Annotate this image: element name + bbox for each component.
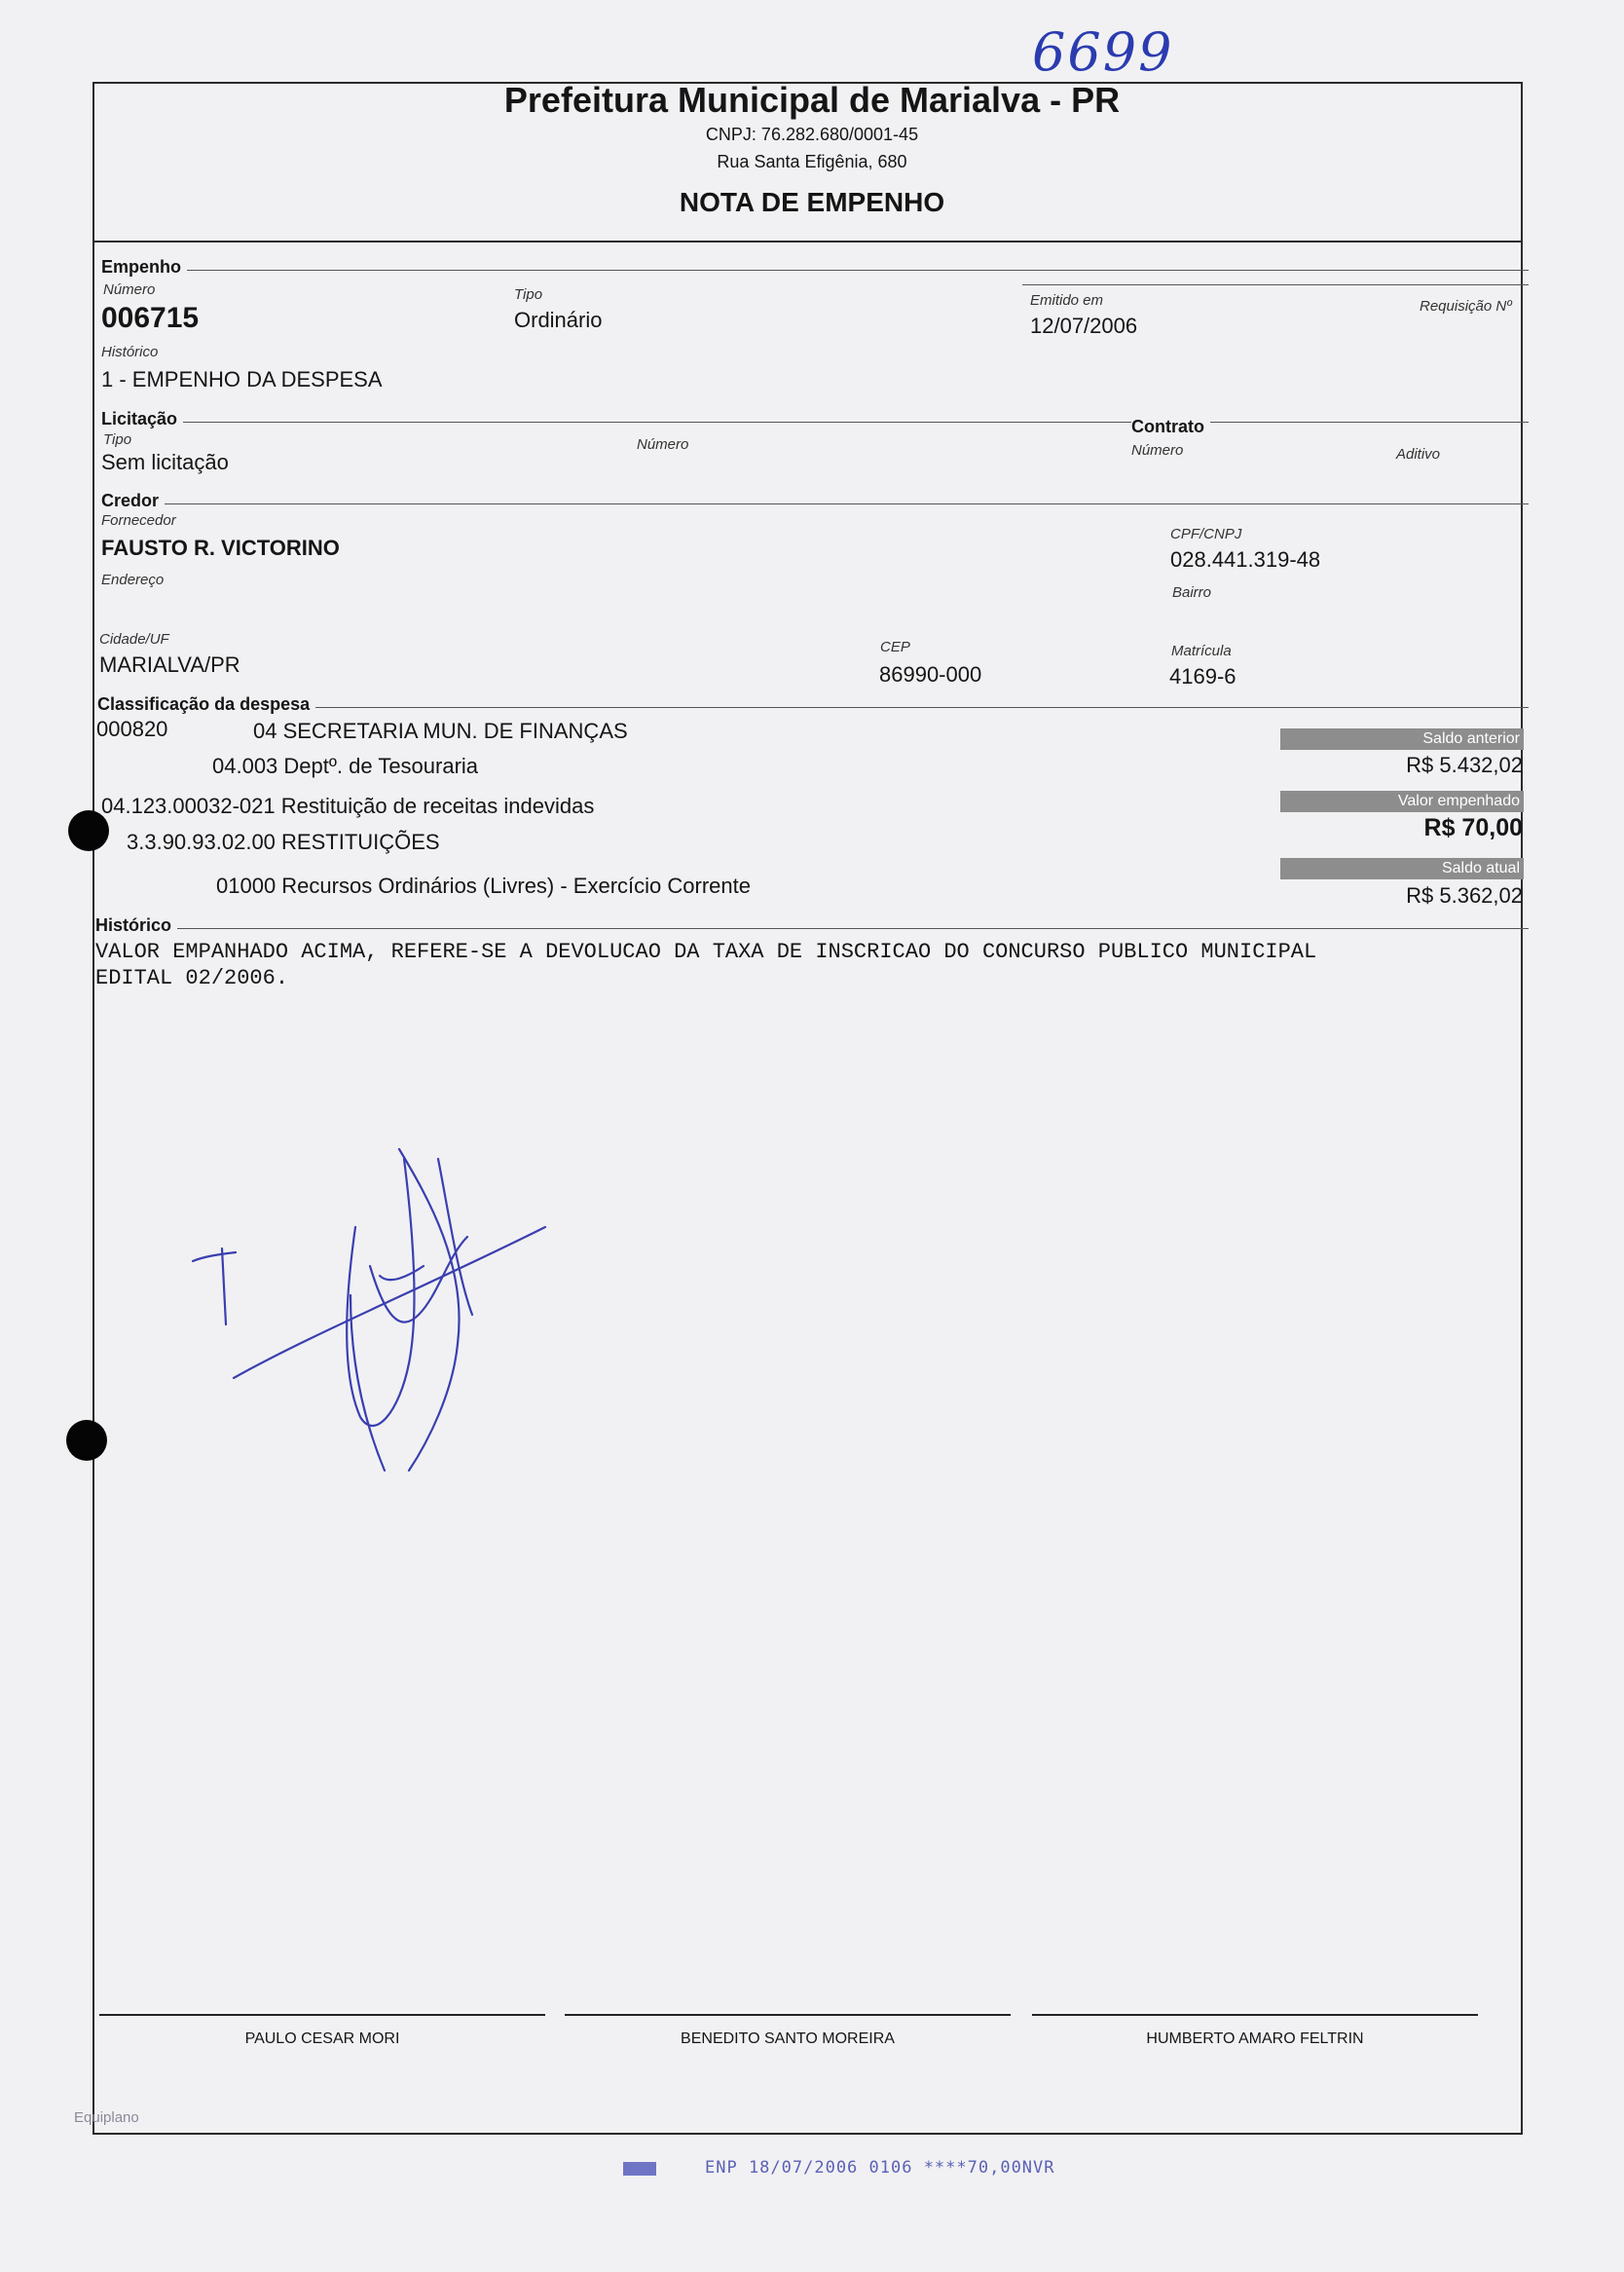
cnpj: CNPJ: 76.282.680/0001-45	[705, 125, 919, 144]
section-credor: Credor	[101, 491, 165, 511]
doc-title: NOTA DE EMPENHO	[679, 187, 945, 217]
saldo-anterior-label: Saldo anterior	[1280, 728, 1524, 750]
licitacao-rule	[102, 422, 1529, 423]
saldo-anterior-value: R$ 5.432,02	[1406, 753, 1523, 777]
label-aditivo: Aditivo	[1396, 446, 1441, 463]
label-endereco: Endereço	[101, 572, 165, 588]
section-licitacao: Licitação	[101, 409, 183, 429]
section-contrato: Contrato	[1131, 417, 1210, 437]
class-recurso: 01000 Recursos Ordinários (Livres) - Exercício Corrente	[216, 874, 751, 898]
empenho-tipo: Ordinário	[514, 308, 603, 332]
saldo-atual-label: Saldo atual	[1280, 858, 1524, 879]
valor-empenhado-label: Valor empenhado	[1280, 791, 1524, 812]
empenho-rule	[102, 270, 1529, 271]
signature-line	[1032, 2014, 1478, 2016]
machine-stamp: ENP 18/07/2006 0106 ****70,00NVR	[705, 2158, 1055, 2178]
empenho-emitido: 12/07/2006	[1030, 314, 1138, 338]
handwritten-signature	[175, 1120, 565, 1490]
credor-cpf: 028.441.319-48	[1170, 547, 1321, 572]
label-cidade: Cidade/UF	[99, 631, 169, 648]
section-empenho: Empenho	[101, 257, 187, 278]
credor-matricula: 4169-6	[1169, 664, 1236, 689]
label-emitido: Emitido em	[1030, 292, 1104, 309]
header-divider	[92, 241, 1523, 242]
valor-empenhado-value: R$ 70,00	[1423, 814, 1523, 841]
signature-line	[99, 2014, 545, 2016]
label-tipo: Tipo	[514, 286, 543, 303]
historico-rule	[102, 928, 1529, 929]
label-cpf: CPF/CNPJ	[1170, 526, 1242, 542]
class-unidade: 04.003 Deptº. de Tesouraria	[212, 754, 479, 778]
punch-hole	[68, 810, 109, 851]
emitido-rule	[1022, 284, 1529, 285]
class-funcional: 04.123.00032-021 Restituição de receitas indevidas	[101, 794, 595, 818]
credor-rule	[102, 503, 1529, 504]
section-classificacao: Classificação da despesa	[97, 694, 315, 715]
label-matricula: Matrícula	[1171, 643, 1232, 659]
empenho-numero: 006715	[101, 302, 200, 334]
licitacao-tipo: Sem licitação	[101, 450, 229, 474]
signature-line	[565, 2014, 1011, 2016]
historico-line-2: EDITAL 02/2006.	[95, 966, 289, 990]
signatory-name: HUMBERTO AMARO FELTRIN	[1146, 2030, 1364, 2047]
section-historico: Histórico	[95, 915, 177, 936]
class-elemento: 3.3.90.93.02.00 RESTITUIÇÕES	[127, 830, 440, 854]
label-requisicao: Requisição Nº	[1420, 298, 1512, 315]
saldo-atual-value: R$ 5.362,02	[1406, 883, 1523, 908]
label-lic-numero: Número	[637, 436, 689, 453]
label-contrato-numero: Número	[1131, 442, 1184, 459]
credor-cep: 86990-000	[879, 662, 982, 687]
address: Rua Santa Efigênia, 680	[717, 152, 907, 171]
signatory-name: PAULO CESAR MORI	[244, 2030, 400, 2047]
label-historico: Histórico	[101, 344, 159, 360]
brand-footer: Equiplano	[74, 2109, 139, 2126]
label-lic-tipo: Tipo	[103, 431, 132, 448]
class-orgao: 04 SECRETARIA MUN. DE FINANÇAS	[253, 719, 628, 743]
label-fornecedor: Fornecedor	[101, 512, 176, 529]
historico-line-1: VALOR EMPANHADO ACIMA, REFERE-SE A DEVOLUCAO DA TAXA DE INSCRICAO DO CONCURSO PUBLICO MUNICIPAL	[95, 940, 1317, 964]
org-name: Prefeitura Municipal de Marialva - PR	[503, 80, 1121, 120]
credor-fornecedor: FAUSTO R. VICTORINO	[101, 536, 340, 560]
credor-cidade: MARIALVA/PR	[99, 652, 240, 677]
label-cep: CEP	[880, 639, 910, 655]
class-code: 000820	[96, 717, 168, 741]
classificacao-rule	[102, 707, 1529, 708]
handwritten-doc-number: 6699	[1032, 21, 1174, 83]
label-numero: Número	[103, 281, 156, 298]
signatory-name: BENEDITO SANTO MOREIRA	[681, 2030, 895, 2047]
label-bairro: Bairro	[1172, 584, 1212, 601]
punch-hole	[66, 1420, 107, 1461]
empenho-historico: 1 - EMPENHO DA DESPESA	[101, 367, 383, 391]
stamp-logo	[623, 2162, 656, 2176]
